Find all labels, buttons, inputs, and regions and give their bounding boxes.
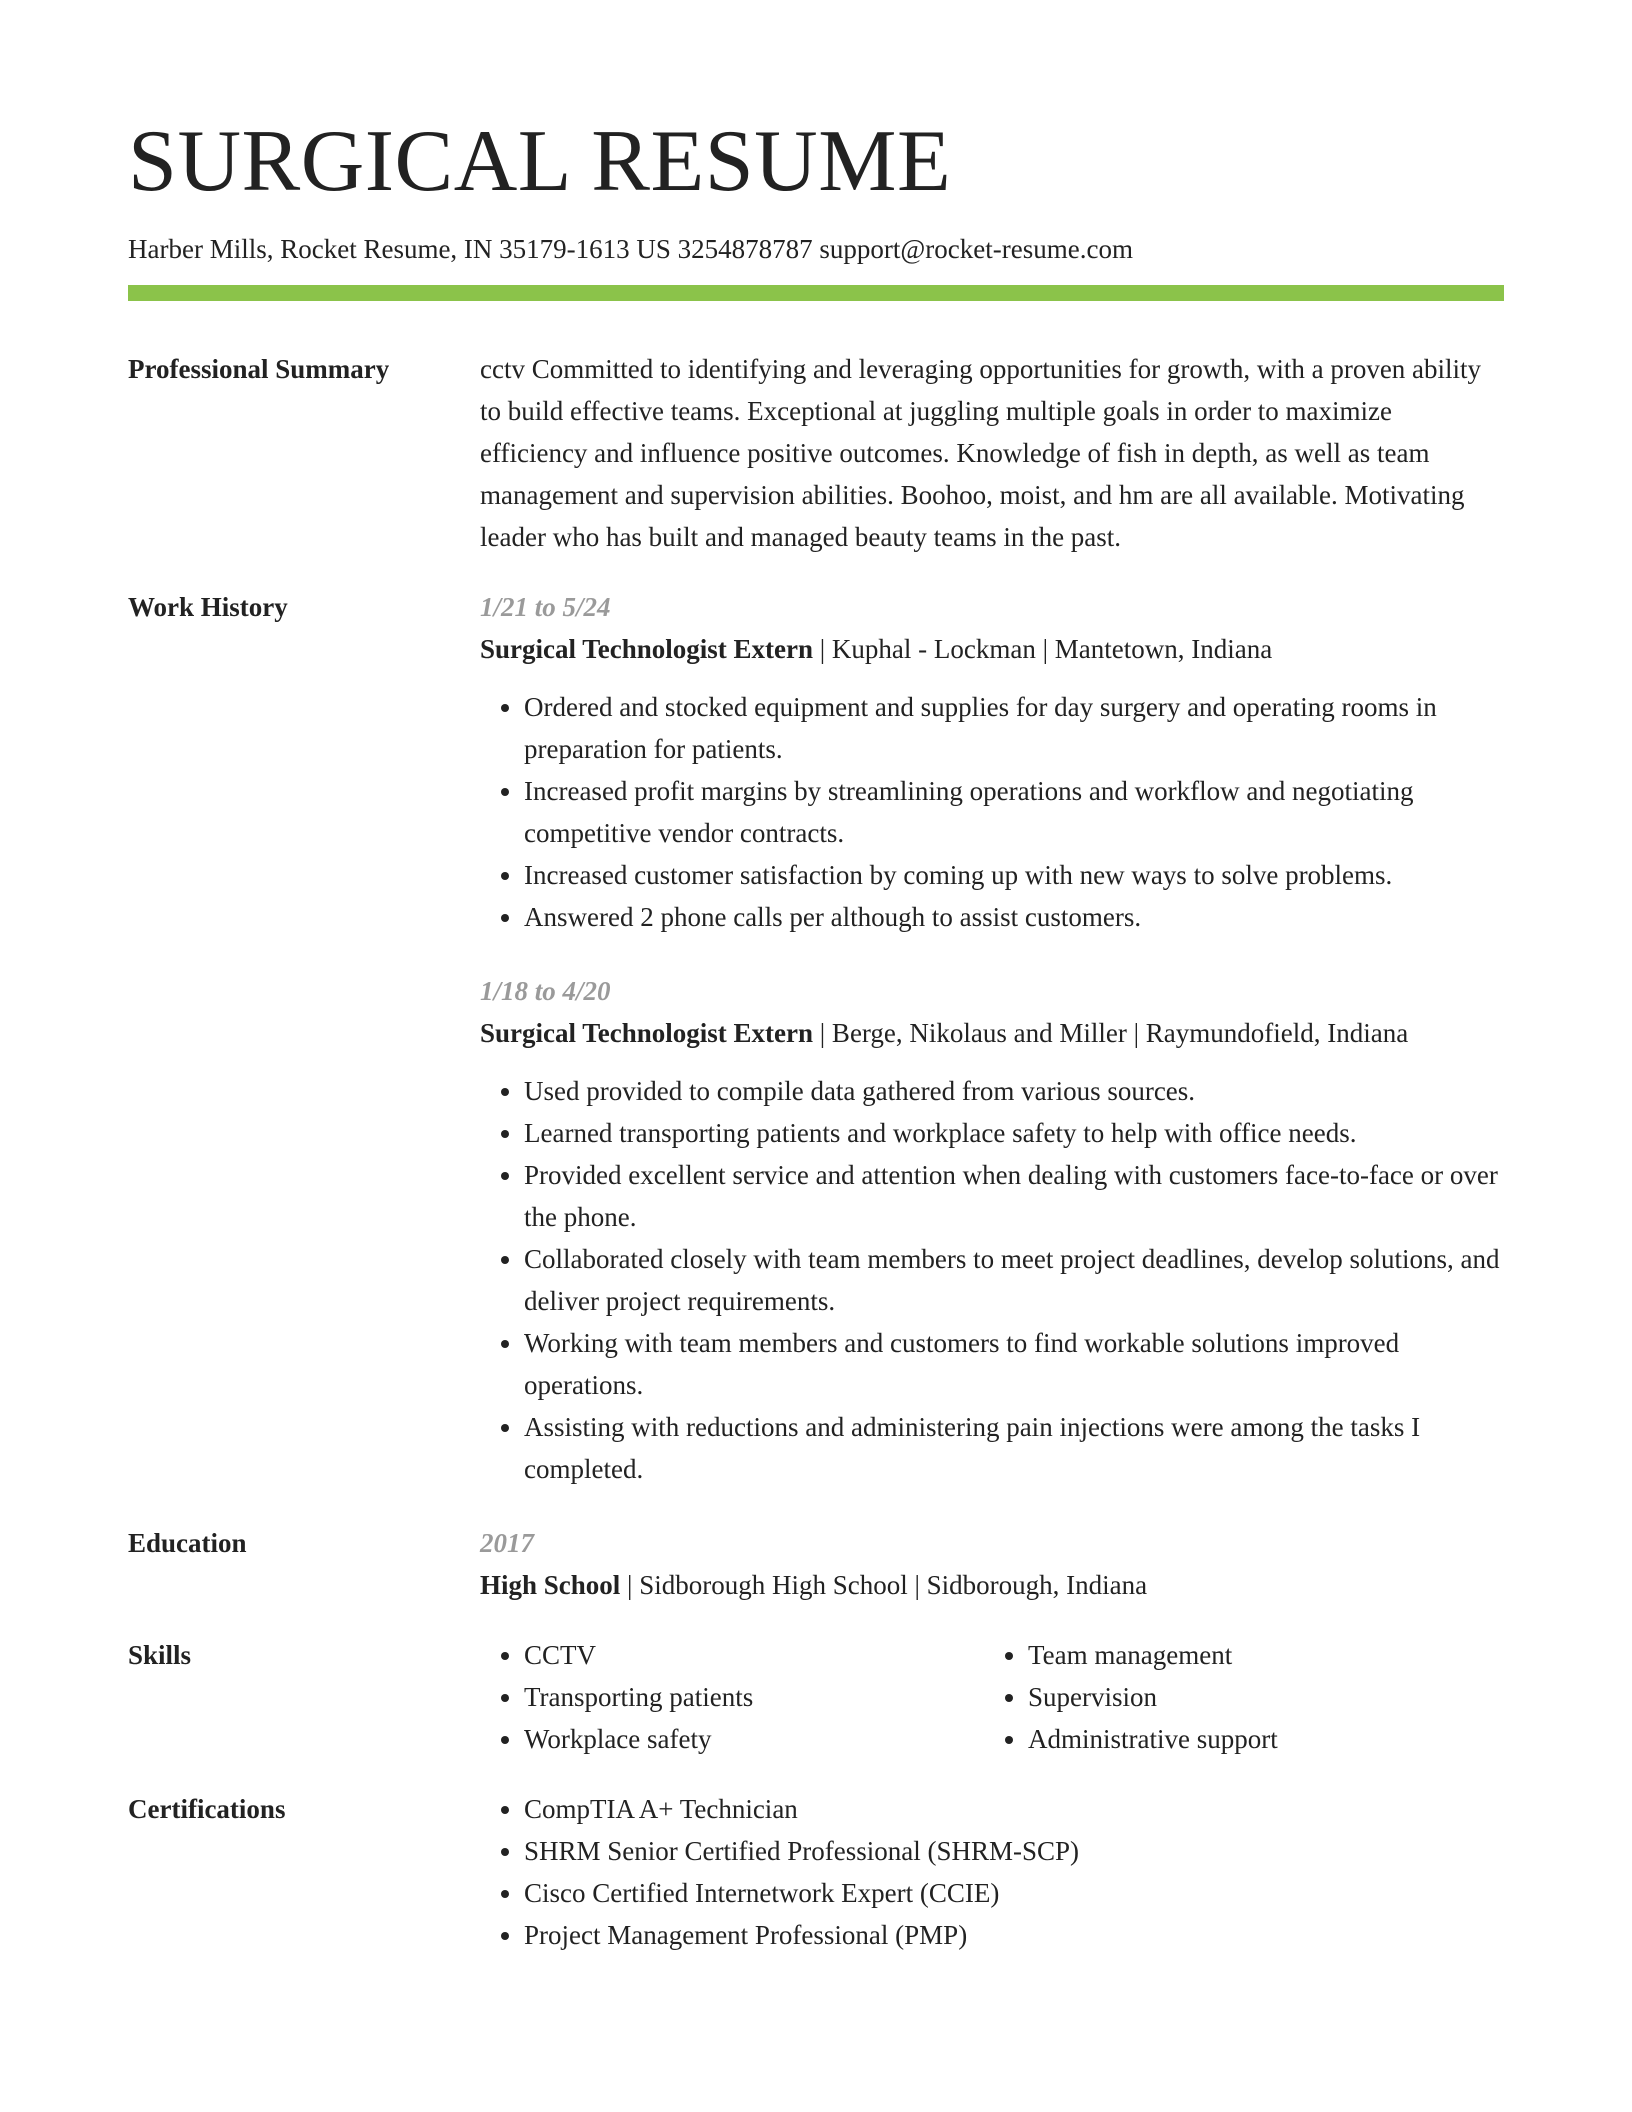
accent-divider <box>128 285 1504 301</box>
certification-item: • Project Management Professional (PMP) <box>524 1914 1504 1956</box>
job-bullets <box>480 1070 1504 1490</box>
job-details: | Berge, Nikolaus and Miller | Raymundofield, Indiana <box>813 1018 1409 1048</box>
skill-item: • Supervision <box>1028 1676 1488 1718</box>
education-date: 2017 <box>480 1528 534 1558</box>
job-heading <box>480 1012 1504 1054</box>
job-dates: 1/21 to 5/24 <box>480 592 611 622</box>
job-bullet: • Answered 2 phone calls per although to assist customers. <box>524 896 1504 938</box>
education-content <box>480 1522 1504 1606</box>
certification-item: • Cisco Certified Internetwork Expert (CCIE) <box>524 1872 1504 1914</box>
skill-item: • Team management <box>1028 1634 1488 1676</box>
skills-section <box>128 1634 1504 1760</box>
job-entry <box>480 970 1504 1490</box>
skills-label: Skills <box>128 1640 192 1670</box>
job-heading <box>480 628 1504 670</box>
job-bullets <box>480 686 1504 938</box>
resume-body <box>128 348 1504 1956</box>
job-bullet: • Learned transporting patients and workplace safety to help with office needs. <box>524 1112 1504 1154</box>
work-history-content <box>480 586 1504 1490</box>
job-bullet: • Provided excellent service and attention when dealing with customers face-to-face or over the phone. <box>524 1154 1504 1238</box>
skill-item: • CCTV <box>524 1634 984 1676</box>
work-history-section <box>128 586 1504 1490</box>
skills-content <box>480 1634 1504 1760</box>
summary-section <box>128 348 1504 558</box>
job-details: | Kuphal - Lockman | Mantetown, Indiana <box>813 634 1273 664</box>
job-bullet: • Collaborated closely with team members to meet project deadlines, develop solutions, and deliver project requirements. <box>524 1238 1504 1322</box>
job-bullet: • Used provided to compile data gathered from various sources. <box>524 1070 1504 1112</box>
skills-column-left <box>480 1634 984 1760</box>
job-bullet: • Increased profit margins by streamlining operations and workflow and negotiating competitive vendor contracts. <box>524 770 1504 854</box>
education-degree: High School <box>480 1570 621 1600</box>
contact-info: Harber Mills, Rocket Resume, IN 35179-1613 US 3254878787 support@rocket-resume.com <box>128 234 1133 264</box>
job-bullet: • Assisting with reductions and administering pain injections were among the tasks I completed. <box>524 1406 1504 1490</box>
education-heading <box>480 1564 1504 1606</box>
job-title: Surgical Technologist Extern <box>480 634 814 664</box>
education-section <box>128 1522 1504 1606</box>
job-bullet: • Increased customer satisfaction by coming up with new ways to solve problems. <box>524 854 1504 896</box>
education-label: Education <box>128 1528 247 1558</box>
skill-item: • Administrative support <box>1028 1718 1488 1760</box>
summary-label: Professional Summary <box>128 354 390 384</box>
certifications-content <box>480 1788 1504 1956</box>
work-history-label: Work History <box>128 592 288 622</box>
job-bullet: • Ordered and stocked equipment and supplies for day surgery and operating rooms in preparation for patients. <box>524 686 1504 770</box>
skills-column-right <box>984 1634 1488 1760</box>
certifications-section <box>128 1788 1504 1956</box>
certification-item: • CompTIA A+ Technician <box>524 1788 1504 1830</box>
skill-item: • Transporting patients <box>524 1676 984 1718</box>
job-dates: 1/18 to 4/20 <box>480 976 611 1006</box>
summary-content <box>480 348 1504 558</box>
resume-title: SURGICAL RESUME <box>128 113 952 210</box>
skill-item: • Workplace safety <box>524 1718 984 1760</box>
summary-text: cctv Committed to identifying and leveraging opportunities for growth, with a proven ability to build effective teams. Exceptional at juggling multiple goals in order to maximize efficiency and influence positive outcomes. Knowledge of fish in depth, as well as team management and supervision abilities. Boohoo, moist, and hm are all available. Motivating leader who has built and managed beauty teams in the past. <box>480 354 1482 552</box>
certifications-list <box>480 1788 1504 1956</box>
certification-item: • SHRM Senior Certified Professional (SHRM-SCP) <box>524 1830 1504 1872</box>
job-entry <box>480 586 1504 938</box>
certifications-label: Certifications <box>128 1794 286 1824</box>
education-details: | Sidborough High School | Sidborough, Indiana <box>620 1570 1148 1600</box>
job-title: Surgical Technologist Extern <box>480 1018 814 1048</box>
job-bullet: • Working with team members and customers to find workable solutions improved operations. <box>524 1322 1504 1406</box>
